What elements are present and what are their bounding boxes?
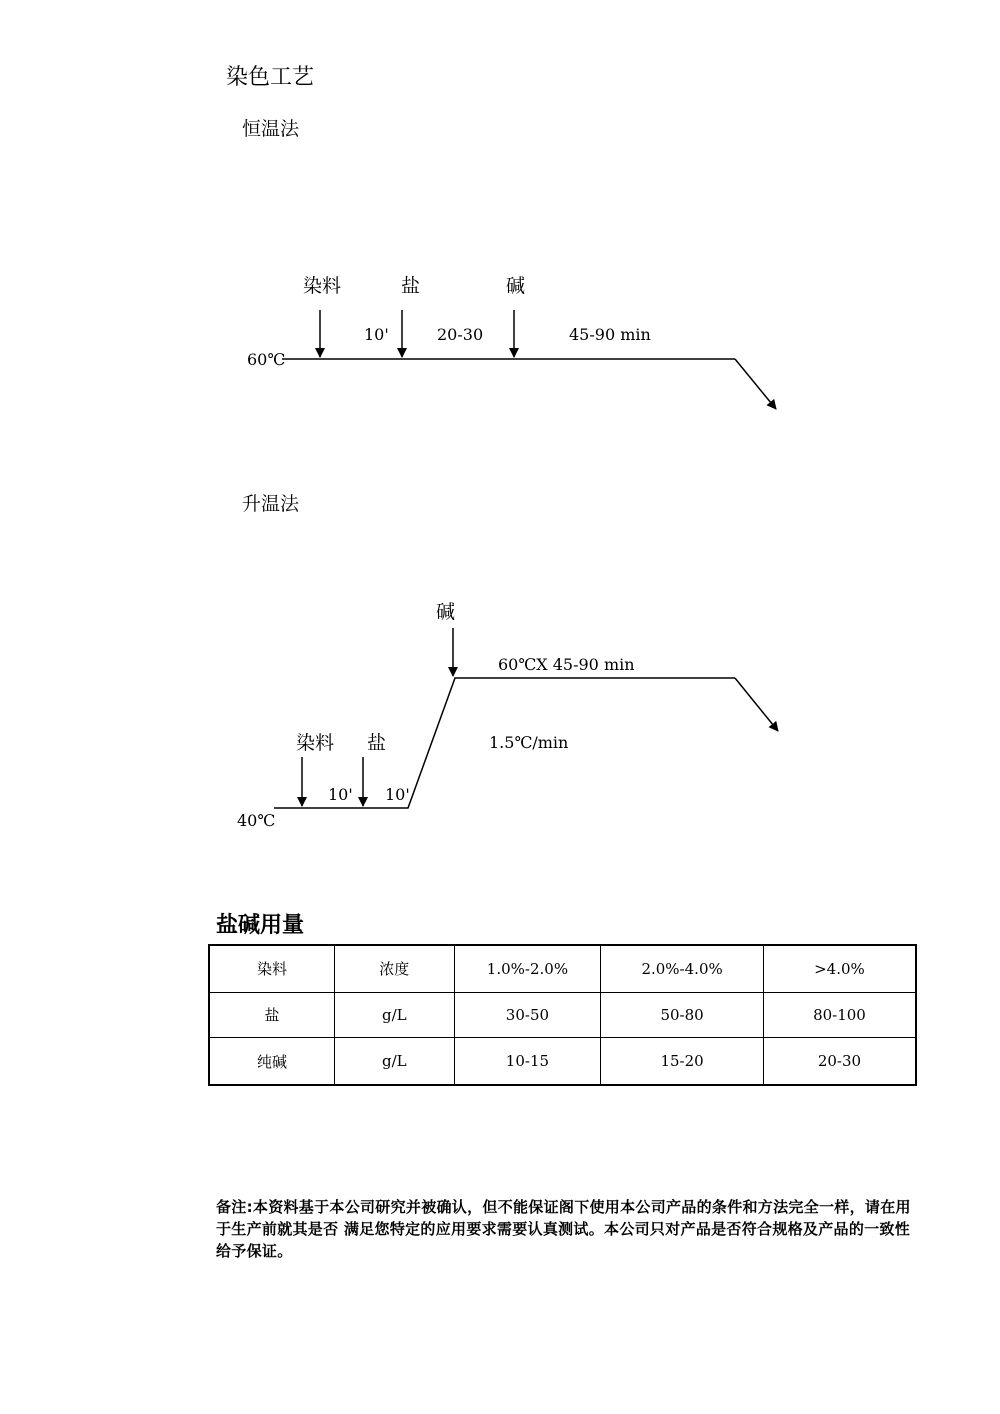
alkali-label: 碱	[506, 275, 526, 297]
dosage-title: 盐碱用量	[216, 913, 305, 938]
constant-temp-diagram	[247, 275, 776, 409]
table-cell: 80-100	[763, 992, 916, 1038]
interval-3: 45-90 min	[569, 325, 651, 344]
method1-title: 恒温法	[242, 118, 300, 140]
table-cell: 1.0%-2.0%	[454, 945, 601, 992]
interval-2: 20-30	[437, 325, 484, 344]
ramp-rate: 1.5℃/min	[489, 733, 569, 752]
table-cell: 2.0%-4.0%	[601, 945, 764, 992]
table-cell: 染料	[209, 945, 335, 992]
table-cell: >4.0%	[763, 945, 916, 992]
interval-2: 10'	[385, 785, 410, 804]
method2-title: 升温法	[242, 493, 300, 515]
cooling-arrow	[735, 678, 778, 731]
table-cell: 浓度	[335, 945, 455, 992]
table-row	[209, 1038, 916, 1085]
disclaimer-note: 备注:本资料基于本公司研究并被确认，但不能保证阁下使用本公司产品的条件和方法完全一样，请在用于生产前就其是否 满足您特定的应用要求需要认真测试。本公司只对产品是否符合规格及产品的一致性给予保证。	[216, 1198, 911, 1260]
page-title: 染色工艺	[226, 65, 315, 90]
interval-1: 10'	[328, 785, 353, 804]
start-temp: 40℃	[237, 811, 276, 830]
table-row	[209, 945, 916, 992]
dosage-table	[208, 944, 917, 1086]
table-cell: 20-30	[763, 1038, 916, 1085]
dye-label: 染料	[296, 732, 335, 754]
table-cell: g/L	[335, 992, 455, 1038]
table-cell: 30-50	[454, 992, 601, 1038]
cooling-arrow	[735, 359, 776, 409]
table-cell: 50-80	[601, 992, 764, 1038]
start-temp: 60℃	[247, 350, 286, 369]
hold-label: 60℃X 45-90 min	[498, 655, 635, 674]
table-cell: 盐	[209, 992, 335, 1038]
table-row	[209, 992, 916, 1038]
rising-temp-diagram	[237, 601, 778, 830]
table-cell: 纯碱	[209, 1038, 335, 1085]
table-cell: g/L	[335, 1038, 455, 1085]
alkali-label: 碱	[436, 601, 456, 623]
salt-label: 盐	[367, 732, 387, 754]
interval-1: 10'	[364, 325, 389, 344]
table-cell: 10-15	[454, 1038, 601, 1085]
table-cell: 15-20	[601, 1038, 764, 1085]
salt-label: 盐	[401, 275, 421, 297]
dye-label: 染料	[303, 275, 342, 297]
